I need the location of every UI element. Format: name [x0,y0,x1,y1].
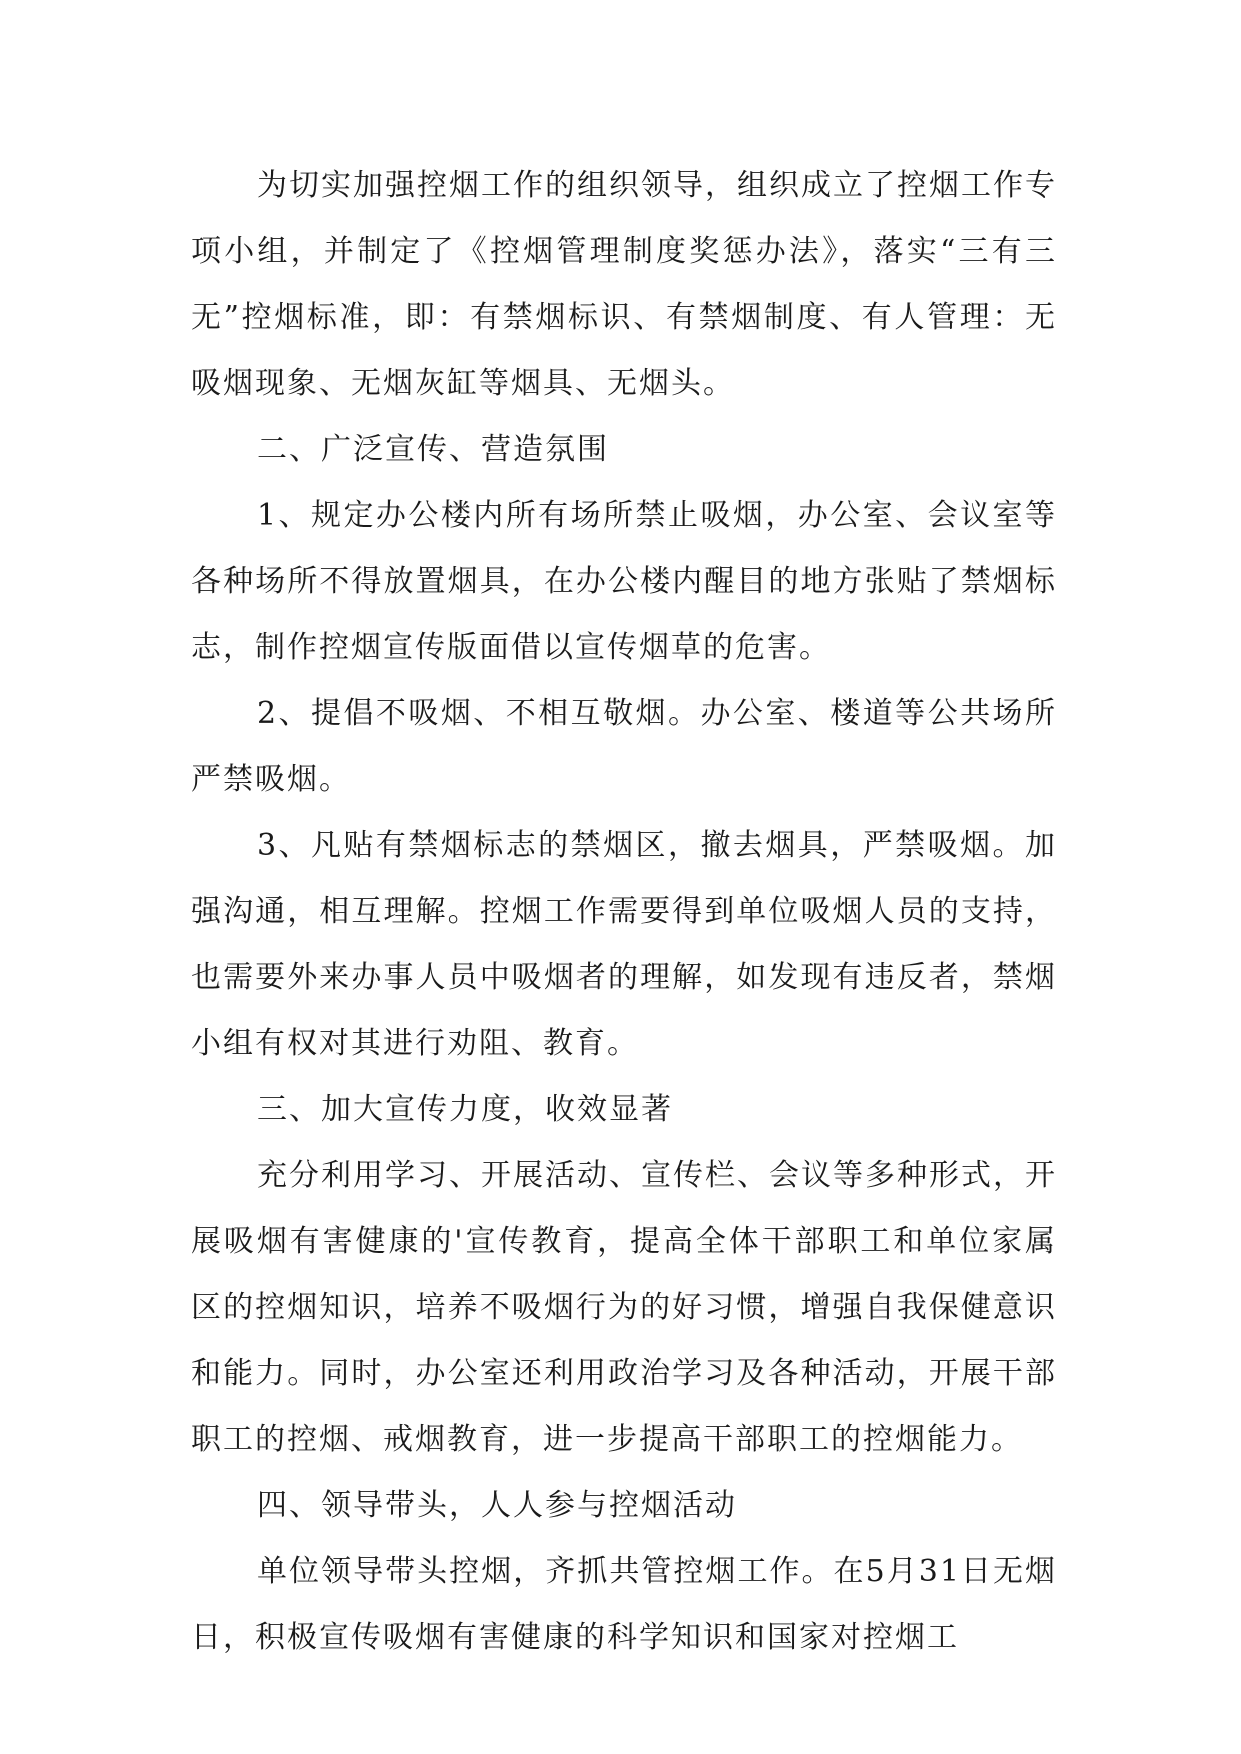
paragraph-leadership: 为切实加强控烟工作的组织领导，组织成立了控烟工作专项小组，并制定了《控烟管理制度奖惩办法》，落实“三有三无”控烟标准，即：有禁烟标识、有禁烟制度、有人管理：无吸烟现象、无烟灰缸等烟具、无烟头。 [191,168,1057,401]
paragraph-item-3: 3、凡贴有禁烟标志的禁烟区，撤去烟具，严禁吸烟。加强沟通，相互理解。控烟工作需要得到单位吸烟人员的支持，也需要外来办事人员中吸烟者的理解，如发现有违反者，禁烟小组有权对其进行劝阻、教育。 [191,828,1057,1061]
paragraph-item-2: 2、提倡不吸烟、不相互敬烟。办公室、楼道等公共场所严禁吸烟。 [191,696,1057,797]
paragraph-no-tobacco-day: 单位领导带头控烟，齐抓共管控烟工作。在5月31日无烟日，积极宣传吸烟有害健康的科学知识和国家对控烟工 [191,1554,1057,1655]
paragraph-education: 充分利用学习、开展活动、宣传栏、会议等多种形式，开展吸烟有害健康的'宣传教育，提高全体干部职工和单位家属区的控烟知识，培养不吸烟行为的好习惯，增强自我保健意识和能力。同时，办公室还利用政治学习及各种活动，开展干部职工的控烟、戒烟教育，进一步提高干部职工的控烟能力。 [191,1158,1057,1457]
section-heading-effort: 三、加大宣传力度，收效显著 [257,1092,673,1127]
section-heading-leaders: 四、领导带头，人人参与控烟活动 [257,1488,737,1523]
paragraph-item-1: 1、规定办公楼内所有场所禁止吸烟，办公室、会议室等各种场所不得放置烟具，在办公楼内醒目的地方张贴了禁烟标志，制作控烟宣传版面借以宣传烟草的危害。 [191,498,1057,665]
section-heading-publicity: 二、广泛宣传、营造氛围 [257,432,609,467]
document-body [191,153,1057,1671]
